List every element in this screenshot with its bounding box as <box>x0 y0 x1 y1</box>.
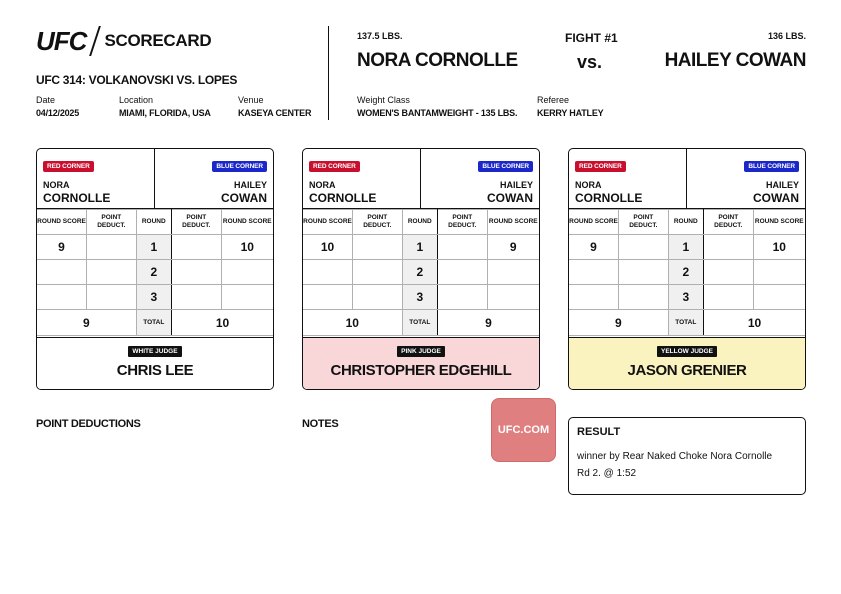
score-grid <box>569 209 805 336</box>
red-weight: 137.5 LBS. <box>357 31 403 41</box>
red-total: 9 <box>569 310 668 336</box>
blue-first-name: HAILEY <box>499 180 533 190</box>
header-divider <box>328 26 329 120</box>
blue-corner-tag: BLUE CORNER <box>212 161 267 172</box>
blue-corner <box>421 149 539 208</box>
vs-label: vs. <box>577 52 603 72</box>
judge-tag: PINK JUDGE <box>397 346 445 357</box>
blue-point-deduct <box>437 260 487 285</box>
red-round-score: 9 <box>37 235 87 260</box>
score-grid <box>37 209 273 336</box>
red-first-name: NORA <box>43 180 70 190</box>
judge-scorecard-2 <box>302 148 540 390</box>
blue-point-deduct-header: POINT DEDUCT. <box>437 210 487 235</box>
red-point-deduct <box>353 235 403 260</box>
red-round-score <box>569 260 619 285</box>
red-last-name: CORNOLLE <box>43 191 111 205</box>
blue-round-score <box>753 285 805 310</box>
blue-corner-tag: BLUE CORNER <box>744 161 799 172</box>
round-number: 1 <box>668 235 703 260</box>
venue-value: KASEYA CENTER <box>238 108 312 118</box>
blue-point-deduct <box>437 235 487 260</box>
blue-round-score <box>221 260 273 285</box>
blue-round-score <box>487 285 539 310</box>
red-corner <box>569 149 687 208</box>
scorecard-title: SCORECARD <box>104 31 212 50</box>
blue-last-name: COWAN <box>753 191 799 205</box>
judge-tag: YELLOW JUDGE <box>657 346 717 357</box>
event-title: UFC 314: VOLKANOVSKI VS. LOPES <box>36 73 238 87</box>
round-row <box>569 285 805 310</box>
red-round-score: 10 <box>303 235 353 260</box>
total-row <box>37 310 273 336</box>
blue-total: 9 <box>437 310 539 336</box>
red-round-score <box>37 285 87 310</box>
blue-point-deduct <box>703 285 753 310</box>
blue-round-score <box>753 260 805 285</box>
red-first-name: NORA <box>575 180 602 190</box>
round-number: 1 <box>402 235 437 260</box>
red-point-deduct <box>619 285 669 310</box>
round-row <box>303 235 539 260</box>
blue-point-deduct <box>703 235 753 260</box>
blue-total: 10 <box>171 310 273 336</box>
ufc-com-badge[interactable]: UFC.COM <box>491 398 556 462</box>
blue-round-score <box>487 260 539 285</box>
red-round-score <box>303 260 353 285</box>
score-grid-header <box>569 210 805 235</box>
blue-last-name: COWAN <box>487 191 533 205</box>
blue-weight: 136 LBS. <box>767 31 806 41</box>
judge-section <box>37 337 273 389</box>
result-box <box>568 417 806 495</box>
blue-last-name: COWAN <box>221 191 267 205</box>
logo-slash <box>90 26 102 56</box>
score-grid-header <box>303 210 539 235</box>
judge-section <box>569 337 805 389</box>
blue-point-deduct <box>171 235 221 260</box>
blue-round-score: 10 <box>221 235 273 260</box>
red-point-deduct-header: POINT DEDUCT. <box>87 210 137 235</box>
blue-point-deduct <box>171 260 221 285</box>
round-row <box>569 235 805 260</box>
round-number: 2 <box>668 260 703 285</box>
date-value: 04/12/2025 <box>36 108 80 118</box>
red-point-deduct <box>353 285 403 310</box>
red-fighter-name: NORA CORNOLLE <box>357 50 518 71</box>
weight-class-label: Weight Class <box>357 95 410 105</box>
notes-title: NOTES <box>302 418 339 430</box>
round-row <box>37 285 273 310</box>
round-header: ROUND <box>402 210 437 235</box>
result-title: RESULT <box>577 426 621 438</box>
ufc-brand: UFC <box>36 25 87 56</box>
red-round-score <box>569 285 619 310</box>
judge-section <box>303 337 539 389</box>
red-point-deduct-header: POINT DEDUCT. <box>619 210 669 235</box>
round-row <box>37 235 273 260</box>
red-point-deduct <box>353 260 403 285</box>
point-deductions-title: POINT DEDUCTIONS <box>36 418 141 430</box>
location-value: MIAMI, FLORIDA, USA <box>119 108 211 118</box>
blue-corner <box>155 149 273 208</box>
round-header: ROUND <box>668 210 703 235</box>
blue-round-score: 10 <box>753 235 805 260</box>
red-point-deduct <box>87 235 137 260</box>
score-grid-header <box>37 210 273 235</box>
judge-name: CHRISTOPHER EDGEHILL <box>330 362 512 379</box>
blue-point-deduct-header: POINT DEDUCT. <box>703 210 753 235</box>
red-point-deduct <box>619 235 669 260</box>
total-row <box>569 310 805 336</box>
blue-round-score-header: ROUND SCORE <box>221 210 273 235</box>
ufc-scorecard-logo <box>36 26 211 56</box>
round-number: 3 <box>136 285 171 310</box>
red-corner-tag: RED CORNER <box>43 161 94 172</box>
red-point-deduct <box>87 260 137 285</box>
weight-class-value: WOMEN'S BANTAMWEIGHT - 135 LBS. <box>357 108 518 118</box>
red-corner-tag: RED CORNER <box>309 161 360 172</box>
judge-name: CHRIS LEE <box>116 362 194 379</box>
round-row <box>303 285 539 310</box>
blue-corner <box>687 149 805 208</box>
round-number: 3 <box>402 285 437 310</box>
red-point-deduct <box>619 260 669 285</box>
blue-point-deduct <box>703 260 753 285</box>
corner-header <box>569 149 805 209</box>
blue-total: 10 <box>703 310 805 336</box>
blue-round-score-header: ROUND SCORE <box>753 210 805 235</box>
round-number: 3 <box>668 285 703 310</box>
date-label: Date <box>36 95 56 105</box>
blue-round-score: 9 <box>487 235 539 260</box>
red-round-score: 9 <box>569 235 619 260</box>
score-grid <box>303 209 539 336</box>
red-corner-tag: RED CORNER <box>575 161 626 172</box>
blue-round-score <box>221 285 273 310</box>
red-first-name: NORA <box>309 180 336 190</box>
red-total: 10 <box>303 310 402 336</box>
round-header: ROUND <box>136 210 171 235</box>
judge-scorecard-3 <box>568 148 806 390</box>
red-round-score-header: ROUND SCORE <box>37 210 87 235</box>
blue-point-deduct <box>171 285 221 310</box>
red-round-score-header: ROUND SCORE <box>569 210 619 235</box>
red-point-deduct <box>87 285 137 310</box>
location-label: Location <box>119 95 154 105</box>
round-number: 2 <box>402 260 437 285</box>
total-label: TOTAL <box>668 310 703 336</box>
red-last-name: CORNOLLE <box>575 191 643 205</box>
round-number: 2 <box>136 260 171 285</box>
total-label: TOTAL <box>402 310 437 336</box>
red-round-score <box>303 285 353 310</box>
blue-corner-tag: BLUE CORNER <box>478 161 533 172</box>
blue-round-score-header: ROUND SCORE <box>487 210 539 235</box>
total-label: TOTAL <box>136 310 171 336</box>
result-line-1: winner by Rear Naked Choke Nora Cornolle <box>577 451 773 462</box>
red-round-score <box>37 260 87 285</box>
total-row <box>303 310 539 336</box>
blue-point-deduct <box>437 285 487 310</box>
blue-fighter-name: HAILEY COWAN <box>664 50 806 71</box>
judge-tag: WHITE JUDGE <box>128 346 181 357</box>
red-last-name: CORNOLLE <box>309 191 377 205</box>
fight-number: FIGHT #1 <box>565 31 618 45</box>
blue-first-name: HAILEY <box>765 180 799 190</box>
red-corner <box>303 149 421 208</box>
result-text <box>577 448 797 482</box>
referee-value: KERRY HATLEY <box>537 108 604 118</box>
blue-point-deduct-header: POINT DEDUCT. <box>171 210 221 235</box>
corner-header <box>303 149 539 209</box>
red-point-deduct-header: POINT DEDUCT. <box>353 210 403 235</box>
round-row <box>37 260 273 285</box>
judge-scorecard-1 <box>36 148 274 390</box>
result-line-2: Rd 2. @ 1:52 <box>577 468 637 479</box>
corner-header <box>37 149 273 209</box>
round-row <box>569 260 805 285</box>
blue-first-name: HAILEY <box>233 180 267 190</box>
judge-name: JASON GRENIER <box>627 362 747 379</box>
referee-label: Referee <box>537 95 570 105</box>
round-number: 1 <box>136 235 171 260</box>
red-round-score-header: ROUND SCORE <box>303 210 353 235</box>
red-corner <box>37 149 155 208</box>
red-total: 9 <box>37 310 136 336</box>
venue-label: Venue <box>238 95 264 105</box>
round-row <box>303 260 539 285</box>
